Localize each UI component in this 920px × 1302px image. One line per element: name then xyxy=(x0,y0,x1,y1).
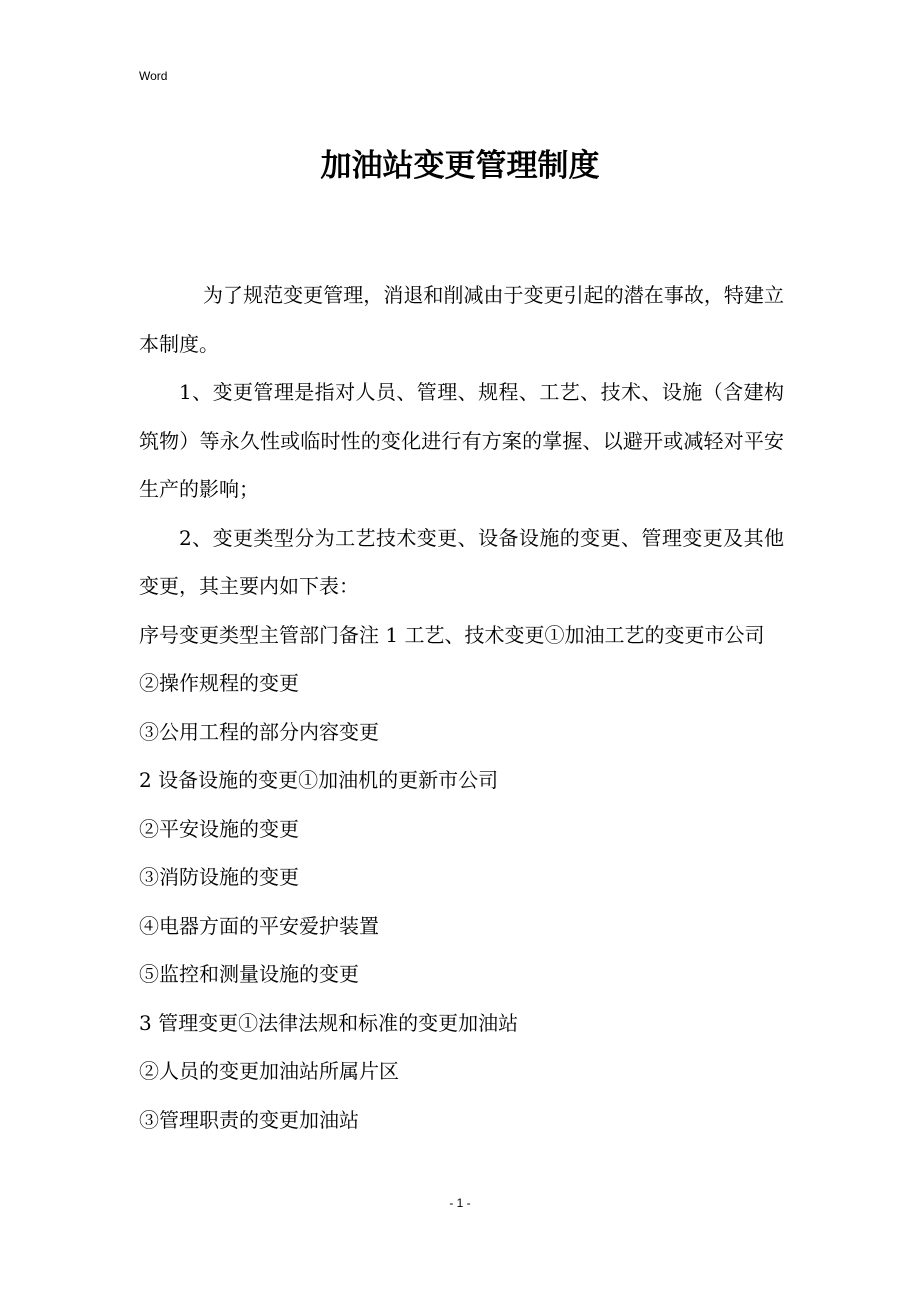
document-title: 加油站变更管理制度 xyxy=(320,148,600,184)
table-row-text: ②平安设施的变更 xyxy=(139,816,299,841)
table-row-text: 序号变更类型主管部门备注 1 工艺、技术变更①加油工艺的变更市公司 xyxy=(139,622,765,647)
table-row-text: 2 设备设施的变更①加油机的更新市公司 xyxy=(139,768,499,792)
table-row-text: ②人员的变更加油站所属片区 xyxy=(139,1059,399,1083)
table-row-text: ③公用工程的部分内容变更 xyxy=(139,719,379,744)
paragraph-intro: 为了规范变更管理，消退和削减由于变更引起的潜在事故，特建立本制度。 xyxy=(139,283,784,356)
header-label: Word xyxy=(139,69,168,83)
table-row-text: ④电器方面的平安爱护装置 xyxy=(139,913,379,938)
document-body xyxy=(139,271,784,1144)
table-row-text: 3 管理变更①法律法规和标准的变更加油站 xyxy=(139,1010,519,1035)
paragraph-item-2: 2、变更类型分为工艺技术变更、设备设施的变更、管理变更及其他变更，其主要内如下表： xyxy=(139,525,784,598)
table-row-text: ⑤监控和测量设施的变更 xyxy=(139,962,359,986)
page-number: - 1 - xyxy=(449,1196,471,1210)
table-row-text: ②操作规程的变更 xyxy=(139,671,299,695)
table-row-text: ③管理职责的变更加油站 xyxy=(139,1107,359,1132)
table-row-text: ③消防设施的变更 xyxy=(139,865,299,889)
paragraph-item-1: 1、变更管理是指对人员、管理、规程、工艺、技术、设施（含建构筑物）等永久性或临时性的变化进行有方案的掌握、以避开或减轻对平安生产的影响； xyxy=(139,380,784,501)
